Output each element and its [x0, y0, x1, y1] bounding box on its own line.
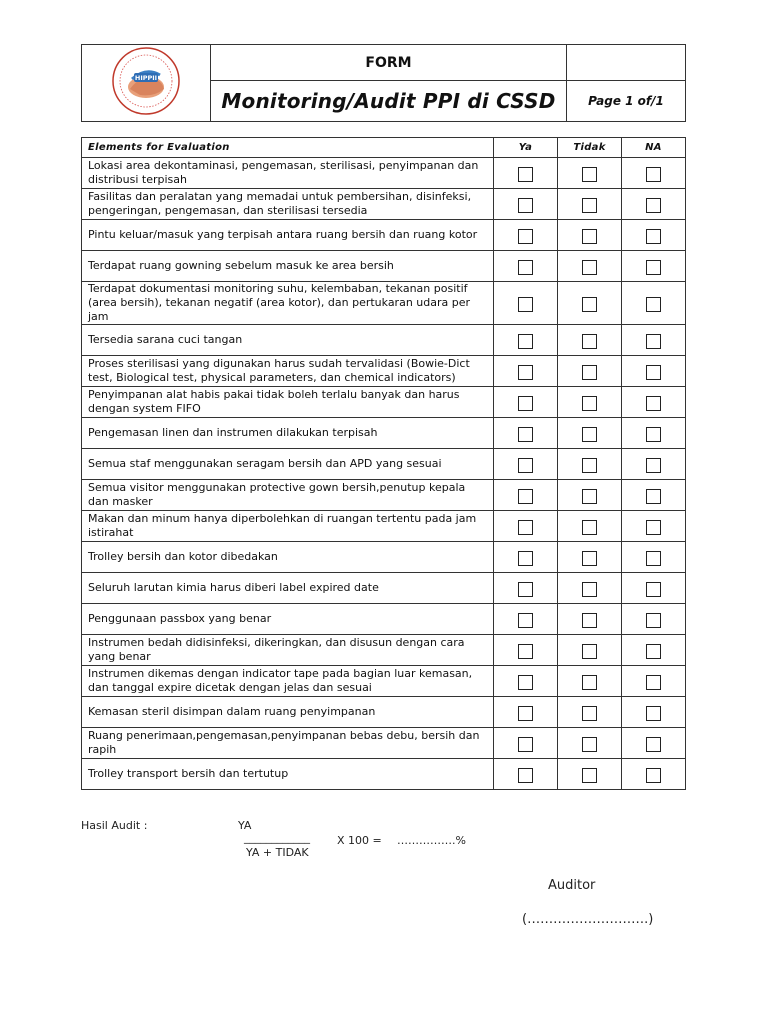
svg-text:HIPPII: HIPPII [134, 74, 158, 82]
checkbox-tidak[interactable] [582, 582, 597, 597]
evaluation-element: Trolley bersih dan kotor dibedakan [82, 542, 494, 573]
checkbox-na[interactable] [646, 297, 661, 312]
form-label: FORM [211, 45, 567, 81]
logo-cell [82, 45, 211, 122]
checkbox-ya[interactable] [518, 489, 533, 504]
checkbox-cell-tidak [558, 449, 622, 480]
checkbox-cell-ya [494, 356, 558, 387]
checkbox-cell-ya [494, 251, 558, 282]
checkbox-tidak[interactable] [582, 768, 597, 783]
checkbox-tidak[interactable] [582, 706, 597, 721]
checkbox-ya[interactable] [518, 582, 533, 597]
checkbox-cell-tidak [558, 666, 622, 697]
evaluation-element: Instrumen bedah didisinfeksi, dikeringkan, dan disusun dengan cara yang benar [82, 635, 494, 666]
checkbox-cell-ya [494, 480, 558, 511]
checkbox-cell-na [622, 356, 686, 387]
table-row [82, 666, 686, 697]
table-row [82, 251, 686, 282]
checkbox-cell-na [622, 282, 686, 325]
evaluation-element: Trolley transport bersih dan tertutup [82, 759, 494, 790]
checkbox-cell-tidak [558, 418, 622, 449]
checkbox-ya[interactable] [518, 706, 533, 721]
table-row [82, 449, 686, 480]
checkbox-cell-na [622, 251, 686, 282]
checkbox-na[interactable] [646, 167, 661, 182]
evaluation-element: Seluruh larutan kimia harus diberi label expired date [82, 573, 494, 604]
checkbox-cell-na [622, 387, 686, 418]
table-row [82, 511, 686, 542]
page-empty-cell [567, 45, 686, 81]
checkbox-ya[interactable] [518, 768, 533, 783]
checkbox-cell-tidak [558, 325, 622, 356]
checkbox-na[interactable] [646, 551, 661, 566]
checkbox-tidak[interactable] [582, 334, 597, 349]
auditor-label: Auditor [548, 878, 596, 893]
checkbox-cell-na [622, 542, 686, 573]
evaluation-element: Semua staf menggunakan seragam bersih dan APD yang sesuai [82, 449, 494, 480]
checkbox-cell-ya [494, 387, 558, 418]
evaluation-element: Penyimpanan alat habis pakai tidak boleh terlalu banyak dan harus dengan system FIFO [82, 387, 494, 418]
checkbox-cell-tidak [558, 387, 622, 418]
checkbox-na[interactable] [646, 706, 661, 721]
checkbox-na[interactable] [646, 365, 661, 380]
checkbox-cell-ya [494, 282, 558, 325]
checkbox-cell-ya [494, 449, 558, 480]
evaluation-element: Lokasi area dekontaminasi, pengemasan, sterilisasi, penyimpanan dan distribusi terpisah [82, 158, 494, 189]
checkbox-cell-ya [494, 666, 558, 697]
checkbox-ya[interactable] [518, 334, 533, 349]
checkbox-cell-na [622, 418, 686, 449]
checkbox-cell-ya [494, 604, 558, 635]
table-header-row [82, 138, 686, 158]
checkbox-cell-ya [494, 635, 558, 666]
checkbox-tidak[interactable] [582, 613, 597, 628]
form-header [81, 44, 686, 122]
hippii-logo-icon [110, 45, 182, 117]
checkbox-cell-ya [494, 158, 558, 189]
checkbox-tidak[interactable] [582, 396, 597, 411]
checkbox-tidak[interactable] [582, 520, 597, 535]
checkbox-tidak[interactable] [582, 427, 597, 442]
table-row [82, 480, 686, 511]
table-row [82, 728, 686, 759]
checkbox-cell-na [622, 189, 686, 220]
evaluation-table [81, 137, 686, 790]
checkbox-ya[interactable] [518, 675, 533, 690]
checkbox-cell-na [622, 604, 686, 635]
checkbox-na[interactable] [646, 582, 661, 597]
checkbox-na[interactable] [646, 737, 661, 752]
table-row [82, 542, 686, 573]
checkbox-tidak[interactable] [582, 644, 597, 659]
checkbox-cell-ya [494, 418, 558, 449]
checkbox-na[interactable] [646, 260, 661, 275]
checkbox-na[interactable] [646, 334, 661, 349]
formula-result-blank[interactable]: …………….% [397, 834, 466, 847]
form-title: Monitoring/Audit PPI di CSSD [211, 81, 567, 122]
checkbox-cell-tidak [558, 356, 622, 387]
checkbox-cell-tidak [558, 282, 622, 325]
checkbox-tidak[interactable] [582, 737, 597, 752]
formula-fraction-line: ____________ [244, 831, 310, 844]
checkbox-tidak[interactable] [582, 675, 597, 690]
checkbox-cell-tidak [558, 697, 622, 728]
evaluation-element: Makan dan minum hanya diperbolehkan di ruangan tertentu pada jam istirahat [82, 511, 494, 542]
checkbox-na[interactable] [646, 768, 661, 783]
checkbox-cell-na [622, 635, 686, 666]
checkbox-cell-na [622, 511, 686, 542]
checkbox-ya[interactable] [518, 644, 533, 659]
table-row [82, 189, 686, 220]
checkbox-cell-tidak [558, 220, 622, 251]
table-row [82, 759, 686, 790]
checkbox-cell-ya [494, 542, 558, 573]
checkbox-cell-na [622, 158, 686, 189]
checkbox-tidak[interactable] [582, 551, 597, 566]
checkbox-tidak[interactable] [582, 297, 597, 312]
checkbox-ya[interactable] [518, 365, 533, 380]
checkbox-ya[interactable] [518, 260, 533, 275]
evaluation-element: Ruang penerimaan,pengemasan,penyimpanan bebas debu, bersih dan rapih [82, 728, 494, 759]
checkbox-cell-ya [494, 189, 558, 220]
checkbox-cell-tidak [558, 158, 622, 189]
checkbox-cell-tidak [558, 189, 622, 220]
table-row [82, 282, 686, 325]
checkbox-tidak[interactable] [582, 365, 597, 380]
table-row [82, 387, 686, 418]
page-number: Page 1 of/1 [567, 81, 686, 122]
checkbox-cell-na [622, 480, 686, 511]
checkbox-tidak[interactable] [582, 260, 597, 275]
checkbox-tidak[interactable] [582, 489, 597, 504]
checkbox-cell-tidak [558, 759, 622, 790]
column-header-na: NA [622, 138, 686, 158]
checkbox-ya[interactable] [518, 198, 533, 213]
checkbox-cell-tidak [558, 635, 622, 666]
formula-denominator: YA + TIDAK [246, 846, 309, 859]
checkbox-tidak[interactable] [582, 198, 597, 213]
checkbox-tidak[interactable] [582, 458, 597, 473]
checkbox-ya[interactable] [518, 297, 533, 312]
checkbox-cell-ya [494, 325, 558, 356]
checkbox-na[interactable] [646, 489, 661, 504]
evaluation-element: Proses sterilisasi yang digunakan harus sudah tervalidasi (Bowie-Dict test, Biological test, physical parameters, dan chemical indicators) [82, 356, 494, 387]
table-row [82, 356, 686, 387]
checkbox-cell-na [622, 220, 686, 251]
checkbox-cell-na [622, 666, 686, 697]
checkbox-cell-na [622, 759, 686, 790]
checkbox-na[interactable] [646, 198, 661, 213]
checkbox-cell-ya [494, 728, 558, 759]
checkbox-cell-tidak [558, 542, 622, 573]
checkbox-cell-tidak [558, 728, 622, 759]
checkbox-cell-tidak [558, 511, 622, 542]
hasil-audit-label: Hasil Audit : [81, 819, 148, 832]
table-row [82, 158, 686, 189]
checkbox-na[interactable] [646, 458, 661, 473]
checkbox-cell-na [622, 573, 686, 604]
checkbox-ya[interactable] [518, 458, 533, 473]
column-header-ya: Ya [494, 138, 558, 158]
table-row [82, 418, 686, 449]
checkbox-cell-na [622, 728, 686, 759]
checkbox-cell-ya [494, 511, 558, 542]
table-row [82, 573, 686, 604]
evaluation-element: Semua visitor menggunakan protective gown bersih,penutup kepala dan masker [82, 480, 494, 511]
column-header-tidak: Tidak [558, 138, 622, 158]
table-row [82, 635, 686, 666]
checkbox-na[interactable] [646, 520, 661, 535]
table-row [82, 325, 686, 356]
checkbox-cell-ya [494, 697, 558, 728]
checkbox-na[interactable] [646, 427, 661, 442]
checkbox-ya[interactable] [518, 613, 533, 628]
checkbox-cell-tidak [558, 251, 622, 282]
checkbox-cell-tidak [558, 480, 622, 511]
formula-multiplier: X 100 = [337, 834, 382, 847]
evaluation-element: Tersedia sarana cuci tangan [82, 325, 494, 356]
table-row [82, 604, 686, 635]
checkbox-na[interactable] [646, 396, 661, 411]
checkbox-cell-na [622, 449, 686, 480]
checkbox-na[interactable] [646, 613, 661, 628]
evaluation-element: Pintu keluar/masuk yang terpisah antara ruang bersih dan ruang kotor [82, 220, 494, 251]
evaluation-element: Fasilitas dan peralatan yang memadai untuk pembersihan, disinfeksi, pengeringan, pengemasan, dan sterilisasi tersedia [82, 189, 494, 220]
checkbox-cell-ya [494, 573, 558, 604]
evaluation-element: Terdapat dokumentasi monitoring suhu, kelembaban, tekanan positif (area bersih), tekanan negatif (area kotor), dan pertukaran udara per jam [82, 282, 494, 325]
checkbox-cell-na [622, 697, 686, 728]
table-row [82, 697, 686, 728]
checkbox-cell-tidak [558, 573, 622, 604]
evaluation-element: Kemasan steril disimpan dalam ruang penyimpanan [82, 697, 494, 728]
evaluation-element: Terdapat ruang gowning sebelum masuk ke area bersih [82, 251, 494, 282]
checkbox-cell-ya [494, 220, 558, 251]
checkbox-na[interactable] [646, 229, 661, 244]
checkbox-ya[interactable] [518, 427, 533, 442]
evaluation-element: Pengemasan linen dan instrumen dilakukan terpisah [82, 418, 494, 449]
checkbox-ya[interactable] [518, 520, 533, 535]
checkbox-ya[interactable] [518, 229, 533, 244]
checkbox-cell-na [622, 325, 686, 356]
evaluation-element: Penggunaan passbox yang benar [82, 604, 494, 635]
column-header-elements: Elements for Evaluation [82, 138, 494, 158]
checkbox-ya[interactable] [518, 396, 533, 411]
checkbox-cell-tidak [558, 604, 622, 635]
auditor-signature-line[interactable]: (……………………….) [522, 912, 654, 927]
checkbox-ya[interactable] [518, 737, 533, 752]
checkbox-tidak[interactable] [582, 229, 597, 244]
checkbox-na[interactable] [646, 675, 661, 690]
table-row [82, 220, 686, 251]
checkbox-cell-ya [494, 759, 558, 790]
checkbox-ya[interactable] [518, 551, 533, 566]
checkbox-na[interactable] [646, 644, 661, 659]
evaluation-element: Instrumen dikemas dengan indicator tape pada bagian luar kemasan, dan tanggal expire dicetak dengan jelas dan sesuai [82, 666, 494, 697]
checkbox-ya[interactable] [518, 167, 533, 182]
checkbox-tidak[interactable] [582, 167, 597, 182]
formula-numerator: YA [238, 819, 252, 832]
